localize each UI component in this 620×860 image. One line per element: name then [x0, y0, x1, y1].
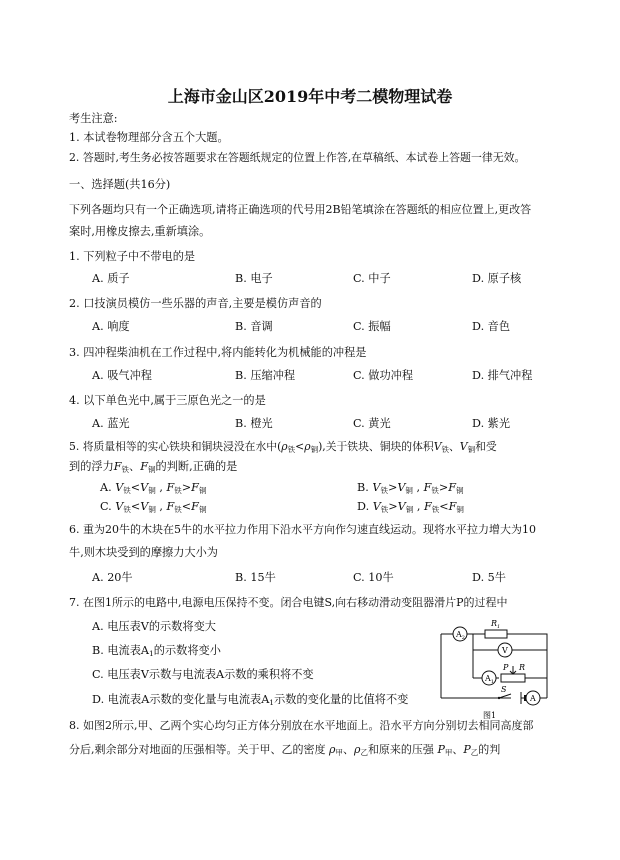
q1-option-a: A. 质子 — [92, 272, 130, 285]
resistor-r1-label: $R_1$ — [491, 619, 501, 630]
resistor-r1 — [485, 630, 507, 638]
switch-s-blade — [499, 694, 511, 698]
rheostat-r — [501, 674, 525, 682]
q3-option-d: D. 排气冲程 — [472, 369, 533, 382]
q1-option-b: B. 电子 — [235, 272, 273, 285]
q7-option-a: A. 电压表V的示数将变大 — [92, 620, 216, 633]
q5-option-b: B. $V_铁>V_铜$ , $F_铁>F_铜$ — [357, 481, 464, 495]
slider-p-arrow — [510, 666, 516, 674]
q6-option-b: B. 15牛 — [235, 571, 276, 584]
q6-option-d: D. 5牛 — [472, 571, 506, 584]
exam-title: 上海市金山区2019年中考二模物理试卷 — [167, 87, 453, 106]
q4-option-c: C. 黄光 — [353, 417, 391, 430]
ammeter-a1-label: $A_1$ — [485, 674, 494, 685]
q7-option-d: D. 电流表A示数的变化量与电流表$A_1$示数的变化量的比值将不变 — [92, 693, 409, 707]
q7-option-c: C. 电压表V示数与电流表A示数的乘积将不变 — [92, 668, 314, 681]
voltmeter-v-label: V — [502, 646, 508, 655]
q1-option-c: C. 中子 — [353, 272, 391, 285]
q3-option-c: C. 做功冲程 — [353, 369, 414, 382]
q6-stem-line-2: 牛,则木块受到的摩擦力大小为 — [69, 546, 218, 559]
q5-option-a: A. $V_铁<V_铜$ , $F_铁>F_铜$ — [100, 481, 207, 495]
q8-stem-line-2: 分后,剩余部分对地面的压强相等。关于甲、乙的密度 $\rho_甲$、$\rho_乙$和原来的压强 $P_甲$、$P_乙$的判 — [69, 743, 501, 757]
circuit-svg — [433, 614, 551, 720]
q4-option-d: D. 紫光 — [472, 417, 511, 430]
q8-stem-line-1: 8. 如图2所示,甲、乙两个实心均匀正方体分别放在水平地面上。沿水平方向分别切去相同高度部 — [69, 719, 534, 732]
ammeter-a-label: A — [530, 694, 536, 703]
figure-1-caption: 图1 — [483, 711, 497, 720]
q3-option-b: B. 压缩冲程 — [235, 369, 296, 382]
section-intro-line-2: 案时,用橡皮擦去,重新填涂。 — [69, 225, 211, 238]
q2-option-b: B. 音调 — [235, 320, 273, 333]
notice-item-1: 1. 本试卷物理部分含五个大题。 — [69, 131, 229, 144]
q5-option-c: C. $V_铁<V_铜$ , $F_铁<F_铜$ — [100, 500, 207, 514]
rheostat-r-label: R — [519, 663, 526, 672]
circuit-wires-outer — [441, 634, 547, 698]
q7-option-b: B. 电流表$A_1$的示数将变小 — [92, 644, 221, 658]
notice-item-2: 2. 答题时,考生务必按答题要求在答题纸规定的位置上作答,在草稿纸、本试卷上答题一律无效。 — [69, 151, 526, 164]
q2-option-d: D. 音色 — [472, 320, 511, 333]
q4-option-a: A. 蓝光 — [92, 417, 130, 430]
q7-stem: 7. 在图1所示的电路中,电源电压保持不变。闭合电键S,向右移动滑动变阻器滑片P的过程中 — [69, 596, 508, 609]
q5-stem-line-2: 到的浮力$F_铁$、$F_铜$的判断,正确的是 — [69, 460, 238, 474]
section-intro-line-1: 下列各题均只有一个正确选项,请将正确选项的代号用2B铅笔填涂在答题纸的相应位置上,更改答 — [69, 203, 532, 216]
switch-s-pivot — [498, 697, 500, 699]
q6-stem-line-1: 6. 重为20牛的木块在5牛的水平拉力作用下沿水平方向作匀速直线运动。现将水平拉力增大为10 — [69, 523, 536, 536]
q4-stem: 4. 以下单色光中,属于三原色光之一的是 — [69, 394, 266, 407]
q1-option-d: D. 原子核 — [472, 272, 522, 285]
section-heading: 一、选择题(共16分) — [69, 178, 171, 191]
q6-option-c: C. 10牛 — [353, 571, 394, 584]
q4-option-b: B. 橙光 — [235, 417, 273, 430]
slider-p-label: P — [503, 663, 509, 672]
q2-stem: 2. 口技演员模仿一些乐器的声音,主要是模仿声音的 — [69, 297, 322, 310]
q3-stem: 3. 四冲程柴油机在工作过程中,将内能转化为机械能的冲程是 — [69, 346, 367, 359]
q2-option-c: C. 振幅 — [353, 320, 391, 333]
ammeter-a2-label: $A_2$ — [456, 630, 465, 641]
q2-option-a: A. 响度 — [92, 320, 130, 333]
q3-option-a: A. 吸气冲程 — [92, 369, 152, 382]
q5-stem-line-1: 5. 将质量相等的实心铁块和铜块浸没在水中$(\rho_铁<\rho_铜)$,关于铁块、铜块的体积$V_铁$、$V_铜$和受 — [69, 440, 497, 454]
q5-option-d: D. $V_铁>V_铜$ , $F_铁<F_铜$ — [357, 500, 464, 514]
q1-stem: 1. 下列粒子中不带电的是 — [69, 250, 196, 263]
switch-s-label: S — [501, 685, 507, 694]
q6-option-a: A. 20牛 — [92, 571, 133, 584]
notice-heading: 考生注意: — [69, 112, 118, 125]
figure-1-circuit-diagram — [433, 614, 551, 720]
